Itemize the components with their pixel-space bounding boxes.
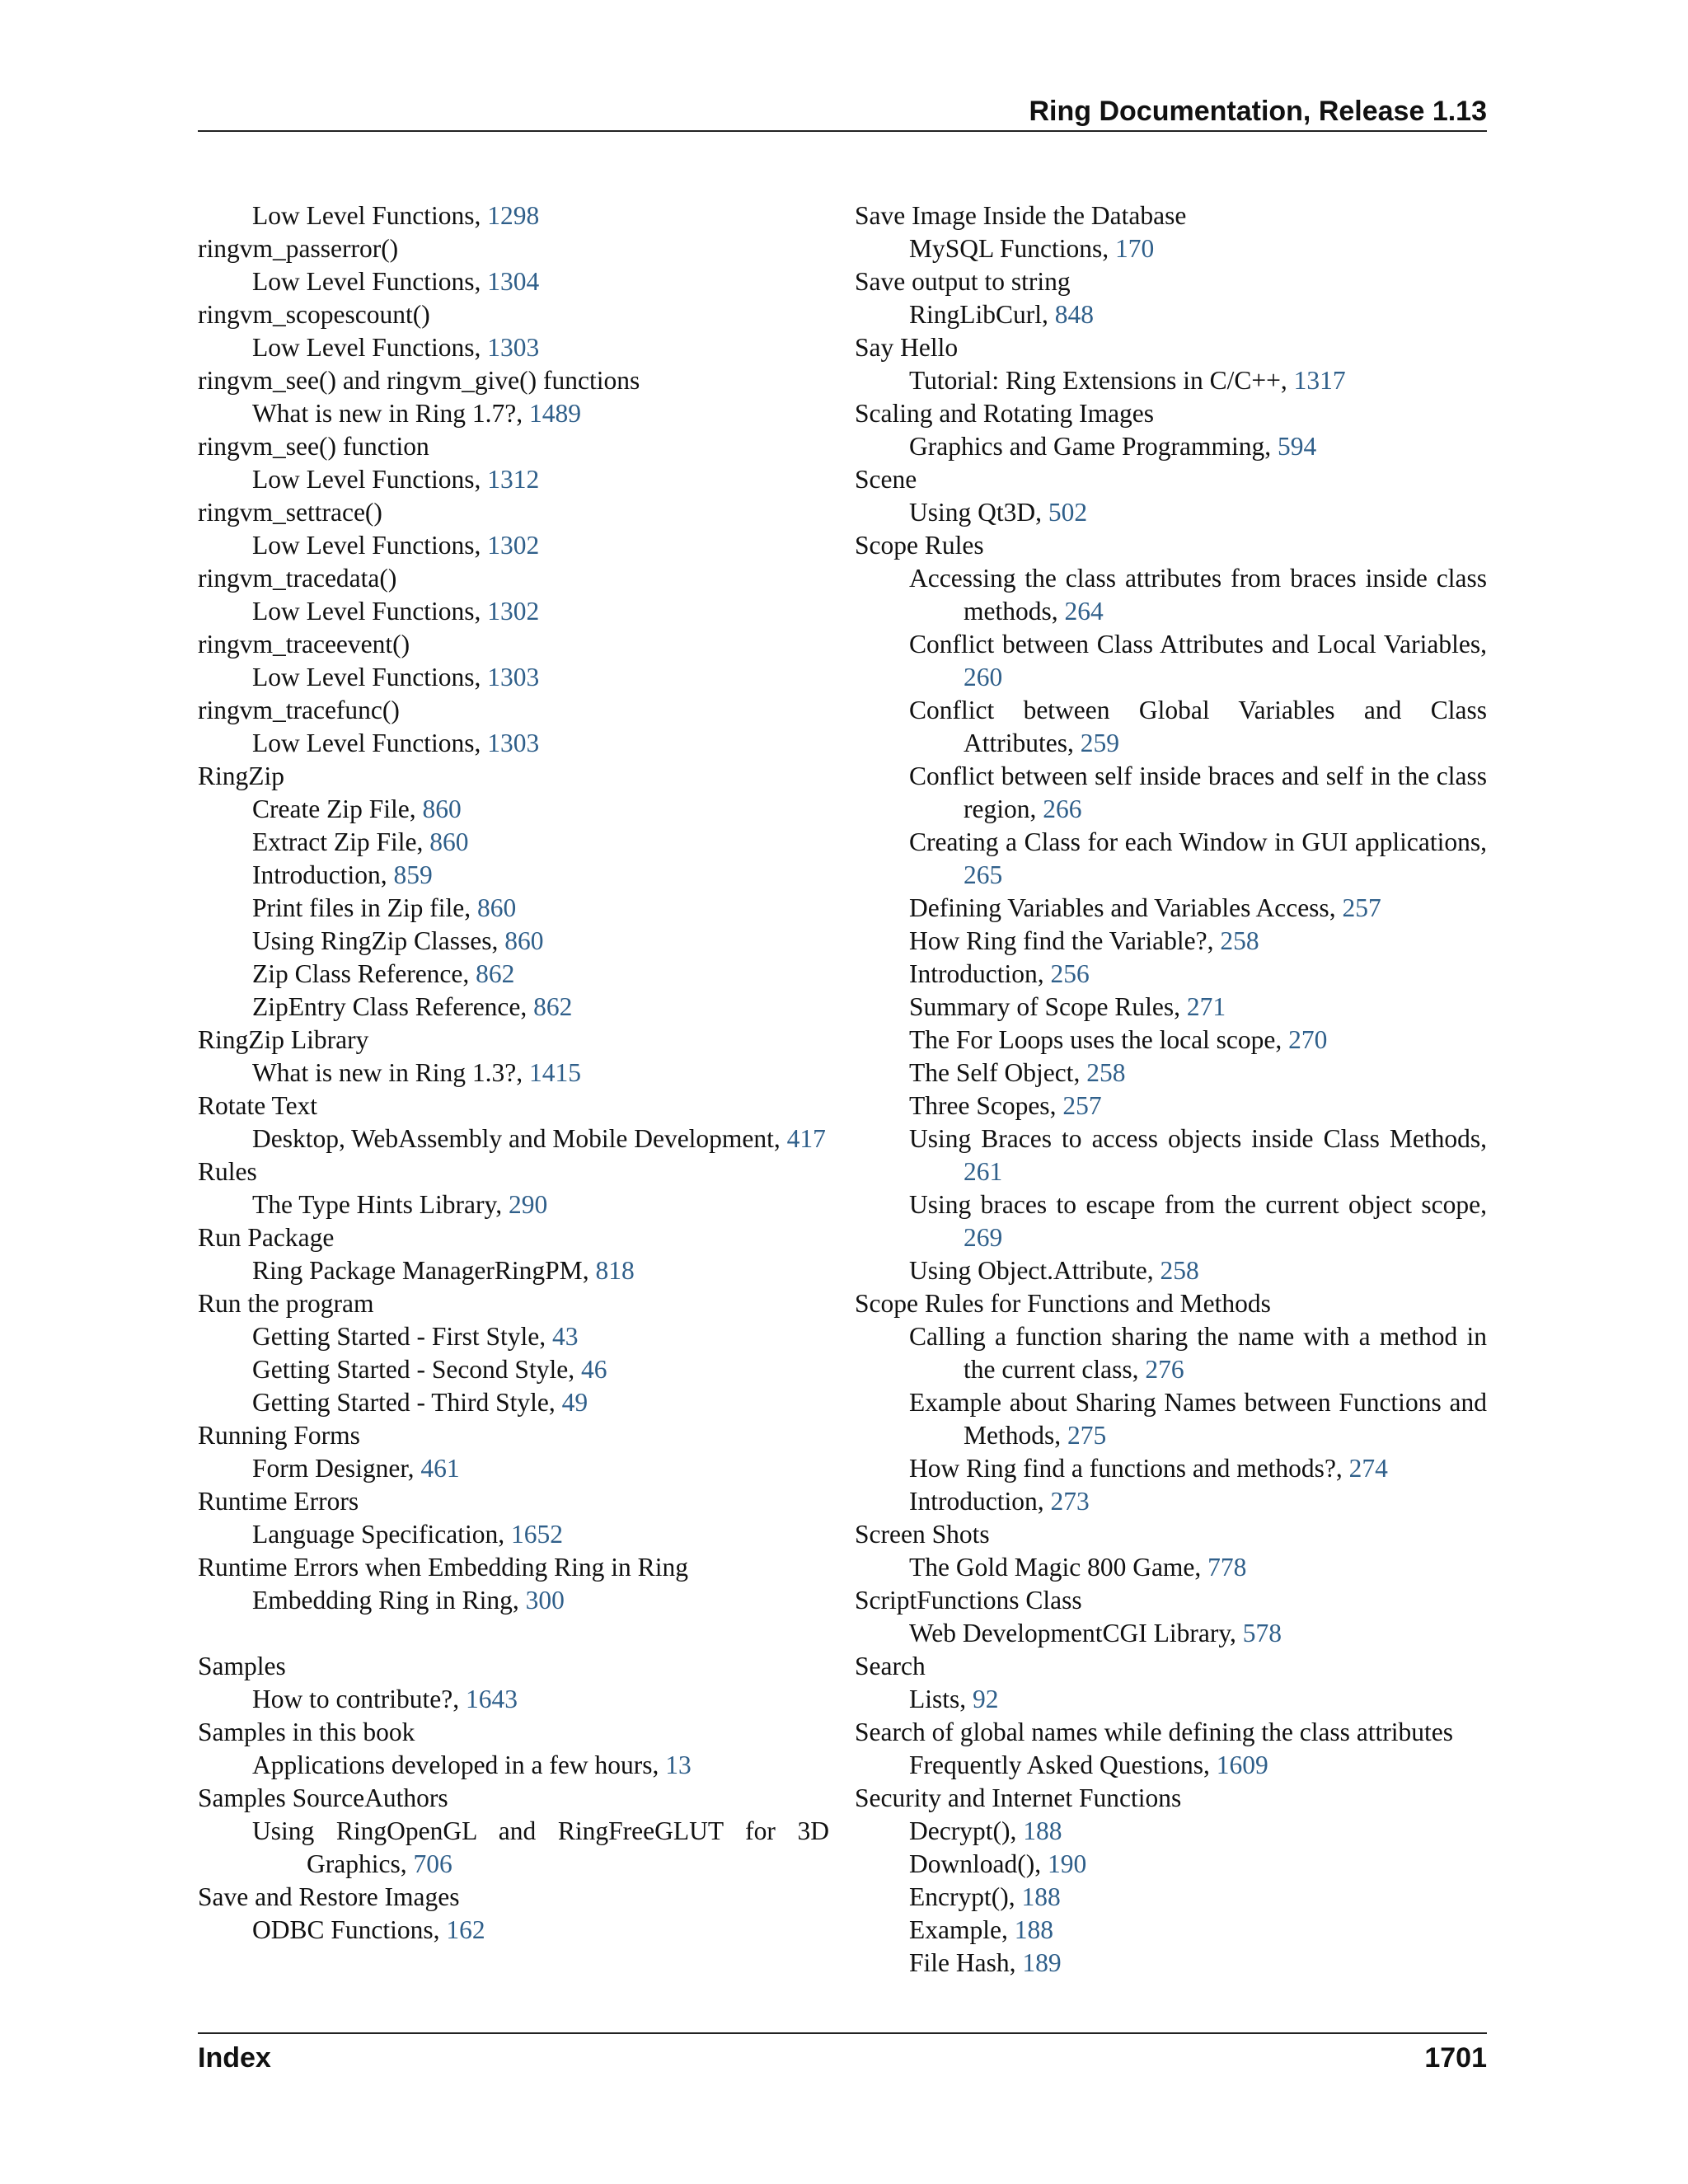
page-link[interactable]: 49 xyxy=(561,1388,588,1417)
subentry-label: Web DevelopmentCGI Library xyxy=(909,1619,1231,1647)
subentry-label: How to contribute? xyxy=(252,1685,453,1713)
index-subentry: Getting Started - First Style, 43 xyxy=(252,1322,579,1351)
index-term: Run the program xyxy=(198,1289,374,1318)
page-link[interactable]: 274 xyxy=(1348,1454,1388,1483)
subentry-label: Low Level Functions xyxy=(252,465,475,494)
index-term: Save output to string xyxy=(855,267,1071,296)
index-subentry: Print files in Zip file, 860 xyxy=(252,893,517,922)
page-link[interactable]: 1489 xyxy=(528,399,581,428)
index-subentry: Conflict between Class Attributes and Local Variables, 260 xyxy=(909,630,1487,691)
subentry-label: Form Designer xyxy=(252,1454,408,1483)
page-link[interactable]: 860 xyxy=(476,893,517,922)
index-term: Samples xyxy=(198,1652,286,1680)
subentry-label: Using RingZip Classes xyxy=(252,926,492,955)
index-subentry: Example about Sharing Names between Functions and Methods, 275 xyxy=(909,1388,1487,1450)
subentry-label: Low Level Functions xyxy=(252,729,475,757)
subentry-label: Zip Class Reference xyxy=(252,959,463,988)
page-link[interactable]: 1317 xyxy=(1293,366,1346,395)
page-link[interactable]: 261 xyxy=(964,1157,1003,1186)
index-subentry: Using Object.Attribute, 258 xyxy=(909,1256,1199,1285)
page-link[interactable]: 46 xyxy=(580,1355,607,1384)
index-term: Search xyxy=(855,1652,926,1680)
subentry-label: Language Specification xyxy=(252,1520,499,1549)
index-column-left xyxy=(198,199,829,1947)
page-link[interactable]: 1298 xyxy=(487,201,540,230)
index-subentry: Desktop, WebAssembly and Mobile Development, 417 xyxy=(252,1124,826,1153)
index-subentry: Conflict between self inside braces and self in the class region, 266 xyxy=(909,762,1487,823)
index-column-right xyxy=(855,199,1487,1980)
subentry-label: How Ring find a functions and methods? xyxy=(909,1454,1336,1483)
subentry-label: Embedding Ring in Ring xyxy=(252,1586,513,1615)
index-term: Scope Rules for Functions and Methods xyxy=(855,1289,1271,1318)
subentry-label: Getting Started - Third Style xyxy=(252,1388,549,1417)
subentry-label: Example about Sharing Names between Functions and Methods xyxy=(909,1388,1487,1450)
index-subentry: Low Level Functions, 1304 xyxy=(252,267,540,296)
index-subentry: Form Designer, 461 xyxy=(252,1454,460,1483)
index-term: ringvm_traceevent() xyxy=(198,630,410,658)
page-link[interactable]: 1302 xyxy=(487,531,540,560)
subentry-label: RingLibCurl xyxy=(909,300,1043,329)
subentry-label: Frequently Asked Questions xyxy=(909,1750,1203,1779)
subentry-label: Encrypt() xyxy=(909,1882,1009,1911)
index-term: ringvm_see() function xyxy=(198,432,429,461)
index-subentry: Download(), 190 xyxy=(909,1849,1087,1878)
index-term: Scope Rules xyxy=(855,531,984,560)
index-term: Scene xyxy=(855,465,917,494)
index-subentry: The For Loops uses the local scope, 270 xyxy=(909,1025,1328,1054)
index-subentry: The Type Hints Library, 290 xyxy=(252,1190,548,1219)
subentry-label: Three Scopes xyxy=(909,1091,1050,1120)
index-subentry: Introduction, 859 xyxy=(252,860,433,889)
index-term: Runtime Errors when Embedding Ring in Ring xyxy=(198,1553,688,1582)
page-link[interactable]: 300 xyxy=(525,1586,565,1615)
page-link[interactable]: 818 xyxy=(595,1256,635,1285)
subentry-label: ODBC Functions xyxy=(252,1915,434,1944)
subentry-label: Creating a Class for each Window in GUI applications xyxy=(909,827,1481,856)
footer-section-label: Index xyxy=(198,2042,271,2074)
subentry-label: ZipEntry Class Reference xyxy=(252,992,521,1021)
index-subentry: Using RingZip Classes, 860 xyxy=(252,926,544,955)
document-title: Ring Documentation, Release 1.13 xyxy=(1029,96,1487,127)
page-link[interactable]: 1303 xyxy=(487,729,540,757)
index-subentry: Conflict between Global Variables and Class Attributes, 259 xyxy=(909,696,1487,757)
index-subentry: Create Zip File, 860 xyxy=(252,794,462,823)
subentry-label: Conflict between Global Variables and Class Attributes xyxy=(909,696,1487,757)
page-link[interactable]: 275 xyxy=(1067,1421,1107,1450)
index-term: Run Package xyxy=(198,1223,335,1252)
page-link[interactable]: 1303 xyxy=(487,333,540,362)
page-link[interactable]: 260 xyxy=(964,663,1003,691)
index-subentry: Ring Package ManagerRingPM, 818 xyxy=(252,1256,635,1285)
index-subentry: Encrypt(), 188 xyxy=(909,1882,1061,1911)
page-link[interactable]: 848 xyxy=(1054,300,1095,329)
index-term: Save Image Inside the Database xyxy=(855,201,1187,230)
page-link[interactable]: 290 xyxy=(508,1190,548,1219)
subentry-label: Introduction xyxy=(909,1487,1038,1516)
index-subentry: Creating a Class for each Window in GUI applications, 265 xyxy=(909,827,1487,889)
page-link[interactable]: 1609 xyxy=(1216,1750,1268,1779)
subentry-label: Low Level Functions xyxy=(252,597,475,626)
subentry-label: Low Level Functions xyxy=(252,267,475,296)
index-subentry: Frequently Asked Questions, 1609 xyxy=(909,1750,1268,1779)
page-link[interactable]: 257 xyxy=(1342,893,1381,922)
subentry-label: How Ring find the Variable? xyxy=(909,926,1207,955)
index-term: RingZip xyxy=(198,762,285,790)
subentry-label: Accessing the class attributes from braces inside class methods xyxy=(909,564,1487,626)
index-term: ringvm_settrace() xyxy=(198,498,382,527)
index-term: ringvm_tracefunc() xyxy=(198,696,400,724)
index-subentry: Low Level Functions, 1303 xyxy=(252,333,540,362)
page-link[interactable]: 706 xyxy=(413,1849,452,1878)
subentry-label: Desktop, WebAssembly and Mobile Development xyxy=(252,1124,774,1153)
index-subentry: What is new in Ring 1.3?, 1415 xyxy=(252,1058,581,1087)
subentry-label: Introduction xyxy=(909,959,1038,988)
page-link[interactable]: 1302 xyxy=(487,597,540,626)
page-link[interactable]: 862 xyxy=(533,992,573,1021)
page-link[interactable]: 258 xyxy=(1086,1058,1126,1087)
index-subentry: Low Level Functions, 1298 xyxy=(252,201,540,230)
page-link[interactable]: 1303 xyxy=(487,663,540,691)
subentry-label: Getting Started - Second Style xyxy=(252,1355,569,1384)
index-subentry: Language Specification, 1652 xyxy=(252,1520,564,1549)
page-link[interactable]: 859 xyxy=(393,860,433,889)
index-subentry: What is new in Ring 1.7?, 1489 xyxy=(252,399,581,428)
subentry-label: Low Level Functions xyxy=(252,333,475,362)
page-link[interactable]: 266 xyxy=(1043,794,1082,823)
index-term: ringvm_passerror() xyxy=(198,234,399,263)
subentry-label: File Hash xyxy=(909,1948,1010,1977)
page-link[interactable]: 258 xyxy=(1220,926,1259,955)
index-term: Running Forms xyxy=(198,1421,360,1450)
page-link[interactable]: 862 xyxy=(476,959,515,988)
index-term: Samples in this book xyxy=(198,1718,415,1746)
index-subentry: How to contribute?, 1643 xyxy=(252,1685,518,1713)
index-subentry: Web DevelopmentCGI Library, 578 xyxy=(909,1619,1282,1647)
index-subentry: RingLibCurl, 848 xyxy=(909,300,1095,329)
index-subentry: Low Level Functions, 1312 xyxy=(252,465,540,494)
index-term: Runtime Errors xyxy=(198,1487,359,1516)
index-term: ScriptFunctions Class xyxy=(855,1586,1082,1615)
subentry-label: Ring Package ManagerRingPM xyxy=(252,1256,583,1285)
index-subentry: Defining Variables and Variables Access, 257 xyxy=(909,893,1381,922)
subentry-label: Download() xyxy=(909,1849,1035,1878)
page-link[interactable]: 259 xyxy=(1080,729,1119,757)
page-link[interactable]: 461 xyxy=(420,1454,460,1483)
index-subentry: Using RingOpenGL and RingFreeGLUT for 3D Graphics, 706 xyxy=(252,1816,829,1878)
subentry-label: Low Level Functions xyxy=(252,201,475,230)
subentry-label: Defining Variables and Variables Access xyxy=(909,893,1329,922)
page-footer xyxy=(198,2032,1487,2074)
page-link[interactable]: 190 xyxy=(1047,1849,1087,1878)
subentry-label: Using Braces to access objects inside Class Methods xyxy=(909,1124,1481,1153)
page-link[interactable]: 188 xyxy=(1021,1882,1061,1911)
index-subentry: Calling a function sharing the name with a method in the current class, 276 xyxy=(909,1322,1487,1384)
page-link[interactable]: 92 xyxy=(973,1685,999,1713)
index-subentry: Low Level Functions, 1303 xyxy=(252,663,540,691)
index-term: Scaling and Rotating Images xyxy=(855,399,1155,428)
index-subentry: Zip Class Reference, 862 xyxy=(252,959,515,988)
page-link[interactable]: 1312 xyxy=(487,465,540,494)
page-link[interactable]: 258 xyxy=(1160,1256,1199,1285)
index-term: Save and Restore Images xyxy=(198,1882,460,1911)
page-link[interactable]: 189 xyxy=(1022,1948,1062,1977)
page-link[interactable]: 1652 xyxy=(511,1520,564,1549)
index-subentry: MySQL Functions, 170 xyxy=(909,234,1155,263)
subentry-label: Conflict between Class Attributes and Local Variables xyxy=(909,630,1481,658)
page-link[interactable]: 270 xyxy=(1288,1025,1328,1054)
page-link[interactable]: 578 xyxy=(1242,1619,1282,1647)
page-link[interactable]: 502 xyxy=(1048,498,1088,527)
index-subentry: Using braces to escape from the current object scope, 269 xyxy=(909,1190,1487,1252)
subentry-label: Conflict between self inside braces and self in the class region xyxy=(909,762,1487,823)
index-term: Say Hello xyxy=(855,333,959,362)
page-link[interactable]: 265 xyxy=(964,860,1003,889)
page-link[interactable]: 1643 xyxy=(465,1685,518,1713)
subentry-label: Graphics and Game Programming xyxy=(909,432,1265,461)
subentry-label: Lists xyxy=(909,1685,960,1713)
subentry-label: Decrypt() xyxy=(909,1816,1010,1845)
page-link[interactable]: 778 xyxy=(1207,1553,1247,1582)
subentry-label: The For Loops uses the local scope xyxy=(909,1025,1276,1054)
subentry-label: Tutorial: Ring Extensions in C/C++ xyxy=(909,366,1281,395)
subentry-label: Low Level Functions xyxy=(252,531,475,560)
index-subentry: Tutorial: Ring Extensions in C/C++, 1317 xyxy=(909,366,1346,395)
subentry-label: Applications developed in a few hours xyxy=(252,1750,653,1779)
index-term: Rotate Text xyxy=(198,1091,318,1120)
subentry-label: Using Qt3D xyxy=(909,498,1036,527)
index-term: RingZip Library xyxy=(198,1025,369,1054)
index-term: Rules xyxy=(198,1157,257,1186)
index-subentry: Decrypt(), 188 xyxy=(909,1816,1062,1845)
subentry-label: Summary of Scope Rules xyxy=(909,992,1175,1021)
letter-group-gap xyxy=(198,1617,829,1650)
subentry-label: Extract Zip File xyxy=(252,827,417,856)
index-term: Security and Internet Functions xyxy=(855,1783,1182,1812)
page-link[interactable]: 264 xyxy=(1064,597,1104,626)
page-link[interactable]: 1304 xyxy=(487,267,540,296)
page-link[interactable]: 170 xyxy=(1115,234,1155,263)
index-subentry: Three Scopes, 257 xyxy=(909,1091,1102,1120)
subentry-label: The Self Object xyxy=(909,1058,1074,1087)
index-subentry: Summary of Scope Rules, 271 xyxy=(909,992,1226,1021)
page-link[interactable]: 273 xyxy=(1050,1487,1090,1516)
page-link[interactable]: 271 xyxy=(1186,992,1226,1021)
subentry-label: What is new in Ring 1.3? xyxy=(252,1058,517,1087)
subentry-label: Low Level Functions xyxy=(252,663,475,691)
page-header xyxy=(198,92,1487,132)
subentry-label: Introduction xyxy=(252,860,381,889)
index-subentry: Lists, 92 xyxy=(909,1685,999,1713)
index-term: ringvm_see() and ringvm_give() functions xyxy=(198,366,640,395)
index-subentry: Introduction, 256 xyxy=(909,959,1090,988)
page-link[interactable]: 13 xyxy=(665,1750,692,1779)
page-link[interactable]: 860 xyxy=(422,794,462,823)
index-subentry: Accessing the class attributes from braces inside class methods, 264 xyxy=(909,564,1487,626)
subentry-label: MySQL Functions xyxy=(909,234,1103,263)
index-term: ringvm_scopescount() xyxy=(198,300,430,329)
subentry-label: The Type Hints Library xyxy=(252,1190,496,1219)
index-subentry: ZipEntry Class Reference, 862 xyxy=(252,992,573,1021)
subentry-label: Print files in Zip file xyxy=(252,893,465,922)
page-link[interactable]: 417 xyxy=(786,1124,826,1153)
index-subentry: The Self Object, 258 xyxy=(909,1058,1126,1087)
page-link[interactable]: 188 xyxy=(1023,1816,1062,1845)
index-subentry: Example, 188 xyxy=(909,1915,1053,1944)
index-term: ringvm_tracedata() xyxy=(198,564,397,593)
subentry-label: Calling a function sharing the name with a method in the current class xyxy=(909,1322,1487,1384)
index-subentry: The Gold Magic 800 Game, 778 xyxy=(909,1553,1247,1582)
subentry-label: Using RingOpenGL and RingFreeGLUT for 3D Graphics xyxy=(252,1816,829,1878)
index-subentry: Low Level Functions, 1302 xyxy=(252,531,540,560)
page-link[interactable]: 188 xyxy=(1014,1915,1053,1944)
page-link[interactable]: 276 xyxy=(1145,1355,1184,1384)
page-link[interactable]: 1415 xyxy=(528,1058,581,1087)
subentry-label: The Gold Magic 800 Game xyxy=(909,1553,1195,1582)
index-subentry: File Hash, 189 xyxy=(909,1948,1062,1977)
index-subentry: Low Level Functions, 1302 xyxy=(252,597,540,626)
subentry-label: What is new in Ring 1.7? xyxy=(252,399,517,428)
index-subentry: Getting Started - Third Style, 49 xyxy=(252,1388,588,1417)
page-link[interactable]: 256 xyxy=(1050,959,1090,988)
index-subentry: Graphics and Game Programming, 594 xyxy=(909,432,1317,461)
subentry-label: Example xyxy=(909,1915,1001,1944)
index-subentry: Introduction, 273 xyxy=(909,1487,1090,1516)
index-subentry: Using Braces to access objects inside Class Methods, 261 xyxy=(909,1124,1487,1186)
page-link[interactable]: 860 xyxy=(504,926,544,955)
page-link[interactable]: 860 xyxy=(429,827,469,856)
subentry-label: Create Zip File xyxy=(252,794,410,823)
page-link[interactable]: 269 xyxy=(964,1223,1003,1252)
page-link[interactable]: 162 xyxy=(446,1915,485,1944)
page-link[interactable]: 43 xyxy=(551,1322,579,1351)
footer-page-number: 1701 xyxy=(1424,2042,1487,2074)
page-link[interactable]: 257 xyxy=(1062,1091,1102,1120)
subentry-label: Using Object.Attribute xyxy=(909,1256,1147,1285)
index-subentry: Embedding Ring in Ring, 300 xyxy=(252,1586,565,1615)
index-subentry: Extract Zip File, 860 xyxy=(252,827,469,856)
index-subentry: Applications developed in a few hours, 13 xyxy=(252,1750,692,1779)
index-subentry: ODBC Functions, 162 xyxy=(252,1915,485,1944)
index-subentry: Using Qt3D, 502 xyxy=(909,498,1088,527)
subentry-label: Using braces to escape from the current object scope xyxy=(909,1190,1481,1219)
index-term: Samples SourceAuthors xyxy=(198,1783,448,1812)
page-link[interactable]: 594 xyxy=(1278,432,1317,461)
subentry-label: Getting Started - First Style xyxy=(252,1322,540,1351)
index-subentry: How Ring find the Variable?, 258 xyxy=(909,926,1259,955)
index-subentry: Low Level Functions, 1303 xyxy=(252,729,540,757)
index-term: Screen Shots xyxy=(855,1520,990,1549)
index-subentry: How Ring find a functions and methods?, 274 xyxy=(909,1454,1388,1483)
index-subentry: Getting Started - Second Style, 46 xyxy=(252,1355,607,1384)
index-term: Search of global names while defining the class attributes xyxy=(855,1718,1454,1746)
